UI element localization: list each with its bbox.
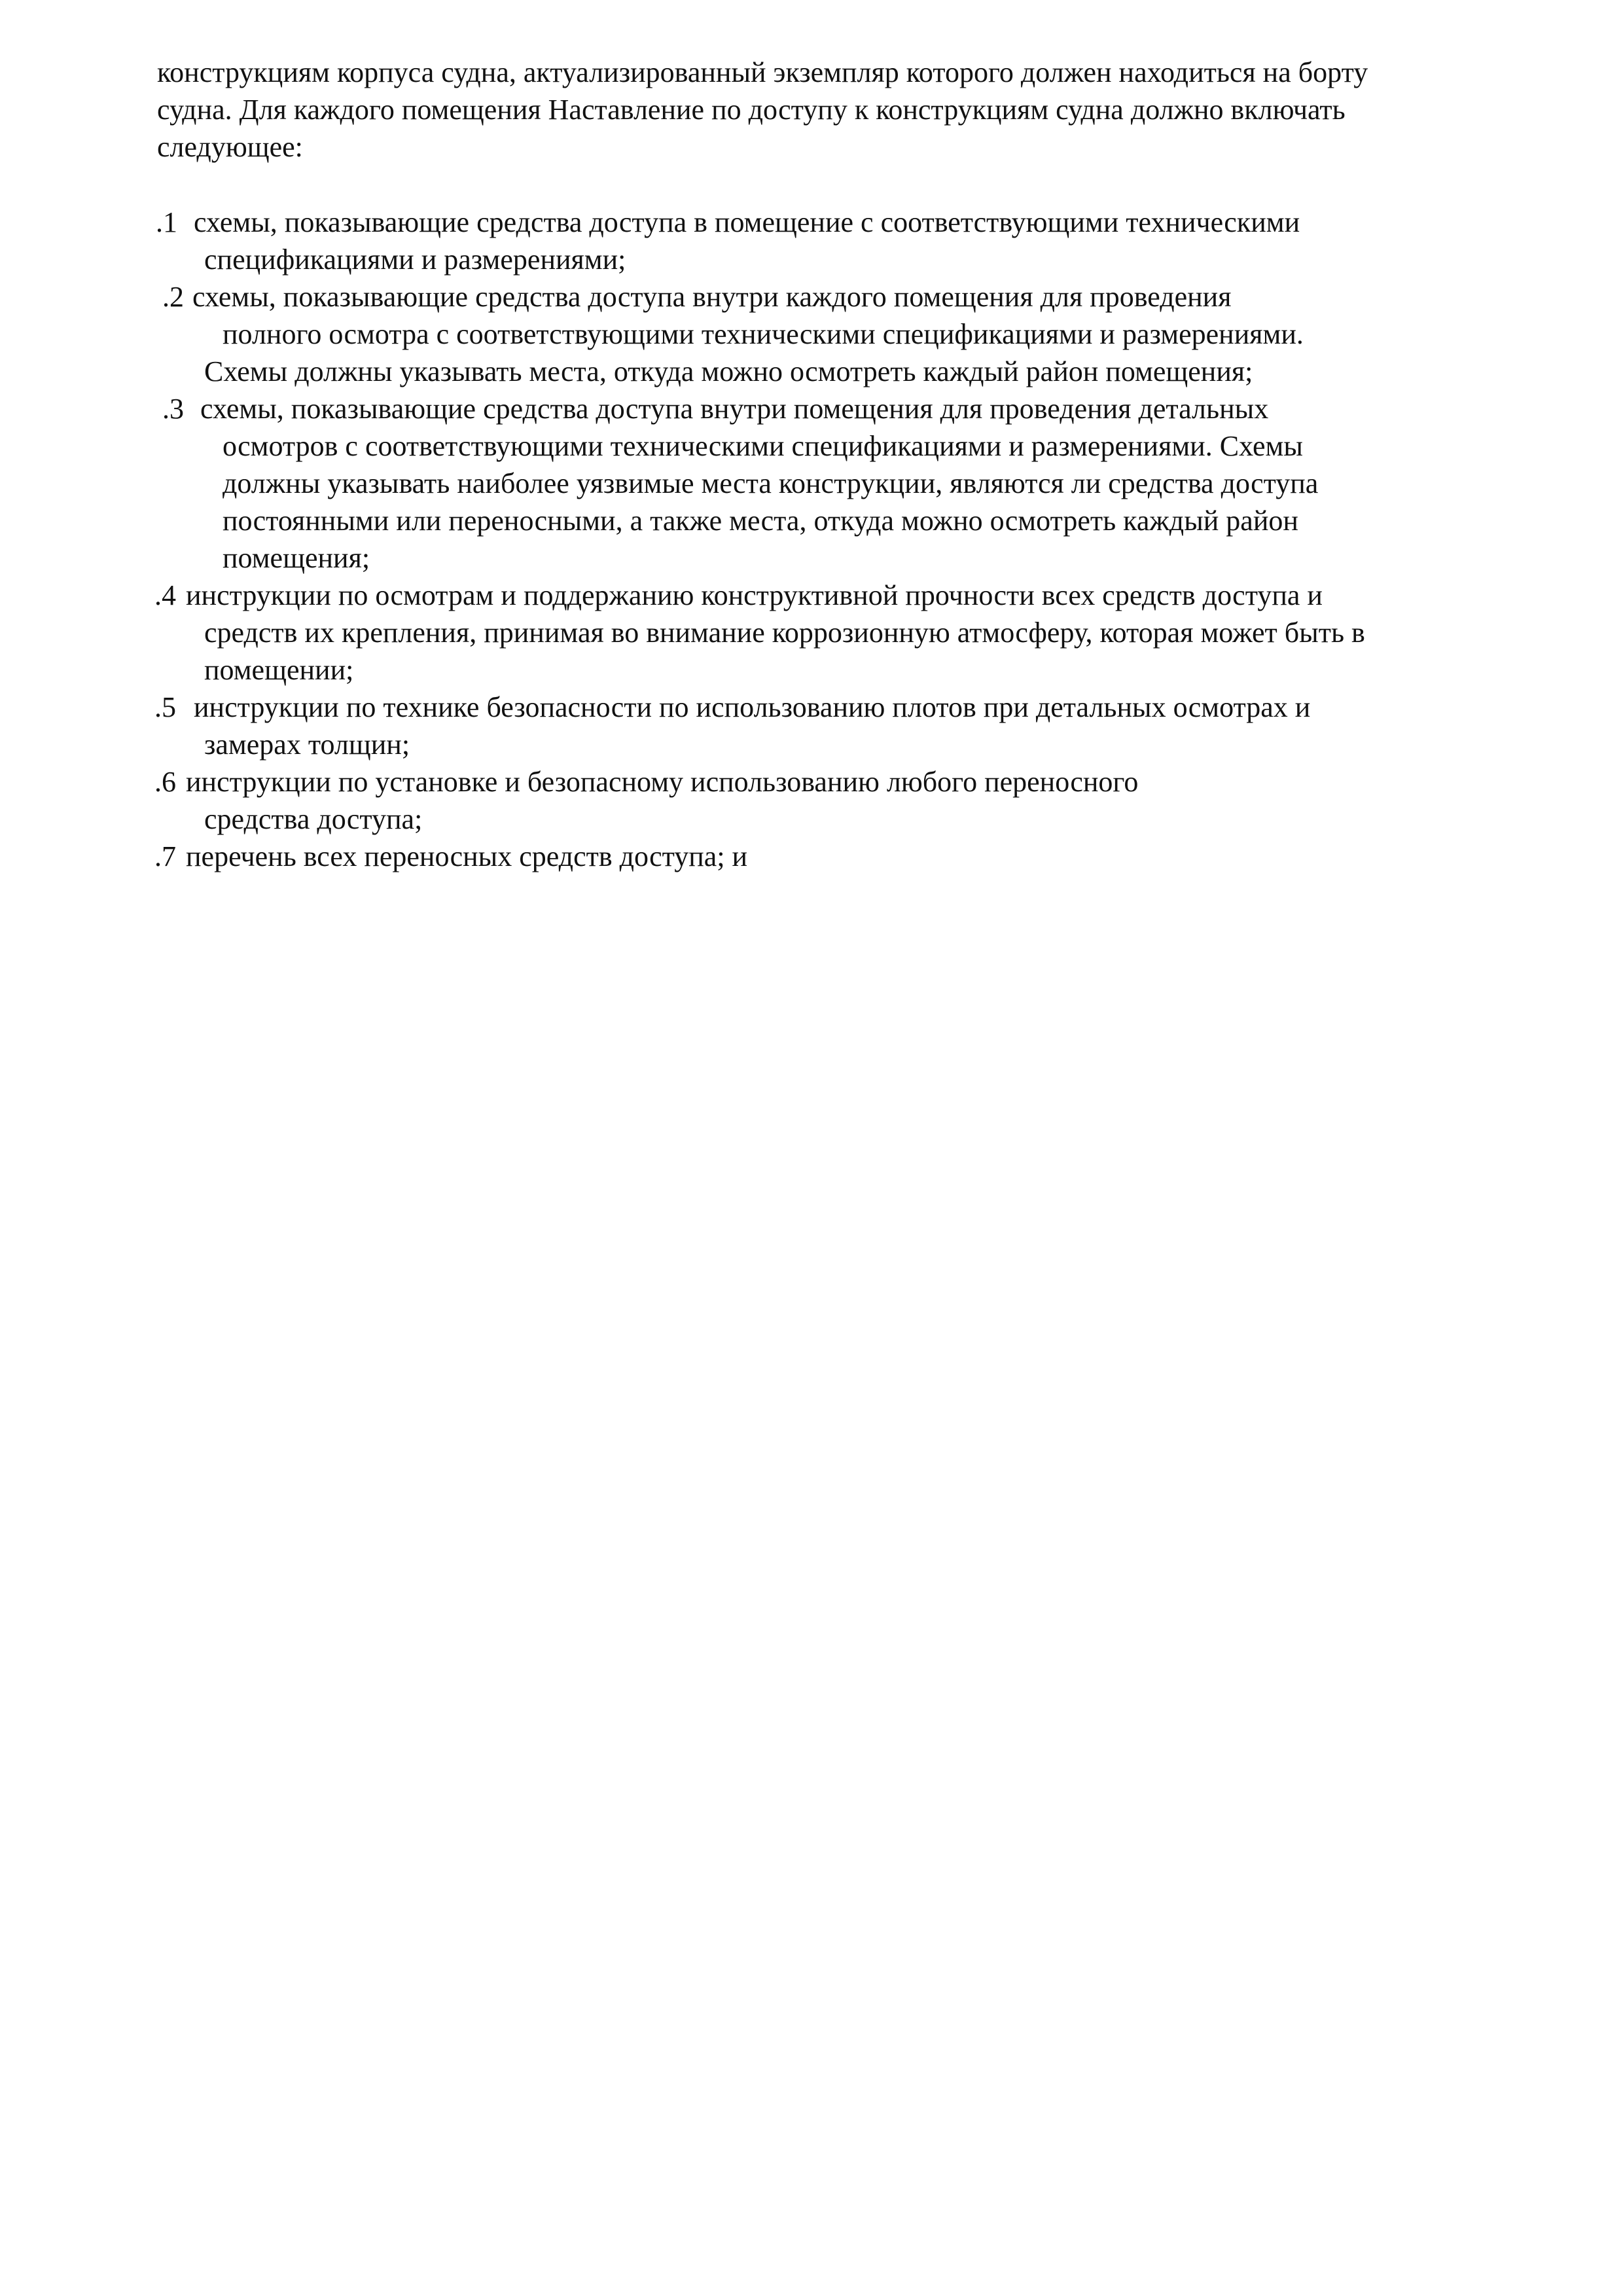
list-item-marker: .7 (154, 840, 176, 872)
list-item-text: спецификациями и размерениями; (204, 243, 626, 276)
list-item-marker: .1 (156, 206, 177, 238)
list-item-text: помещении; (204, 654, 354, 686)
list-item-text: схемы, показывающие средства доступа внутри помещения для проведения детальных (200, 393, 1269, 425)
intro-line: судна. Для каждого помещения Наставление по доступу к конструкциям судна должно включать (157, 94, 1346, 126)
list-item-text: схемы, показывающие средства доступа внутри каждого помещения для проведения (192, 281, 1232, 313)
list-item-text: Схемы должны указывать места, откуда можно осмотреть каждый район помещения; (204, 355, 1253, 387)
list-item-text: должны указывать наиболее уязвимые места конструкции, являются ли средства доступа (223, 467, 1319, 499)
list-item-text: инструкции по установке и безопасному использованию любого переносного (186, 766, 1139, 798)
list-item-text: средства доступа; (204, 803, 423, 835)
list-item-text: средств их крепления, принимая во внимание коррозионную атмосферу, которая может быть в (204, 617, 1365, 649)
intro-line: конструкциям корпуса судна, актуализированный экземпляр которого должен находиться на борту (157, 56, 1368, 88)
list-item-marker: .4 (154, 579, 176, 611)
list-item-text: перечень всех переносных средств доступа; и (186, 840, 748, 872)
list-item-marker: .6 (154, 766, 176, 798)
list-item-text: инструкции по технике безопасности по использованию плотов при детальных осмотрах и (194, 691, 1311, 723)
list-item-text: инструкции по осмотрам и поддержанию конструктивной прочности всех средств доступа и (186, 579, 1323, 611)
list-item-text: постоянными или переносными, а также места, откуда можно осмотреть каждый район (223, 505, 1298, 537)
list-item-marker: .5 (154, 691, 176, 723)
list-item-text: полного осмотра с соответствующими техническими спецификациями и размерениями. (223, 318, 1304, 350)
intro-line: следующее: (157, 131, 303, 163)
list-item-marker: .2 (162, 281, 184, 313)
list-item-marker: .3 (162, 393, 184, 425)
list-item-text: замерах толщин; (204, 728, 410, 761)
list-item-text: схемы, показывающие средства доступа в помещение с соответствующими техническими (194, 206, 1300, 238)
list-item-text: помещения; (223, 542, 370, 574)
list-item-text: осмотров с соответствующими техническими спецификациями и размерениями. Схемы (223, 430, 1303, 462)
